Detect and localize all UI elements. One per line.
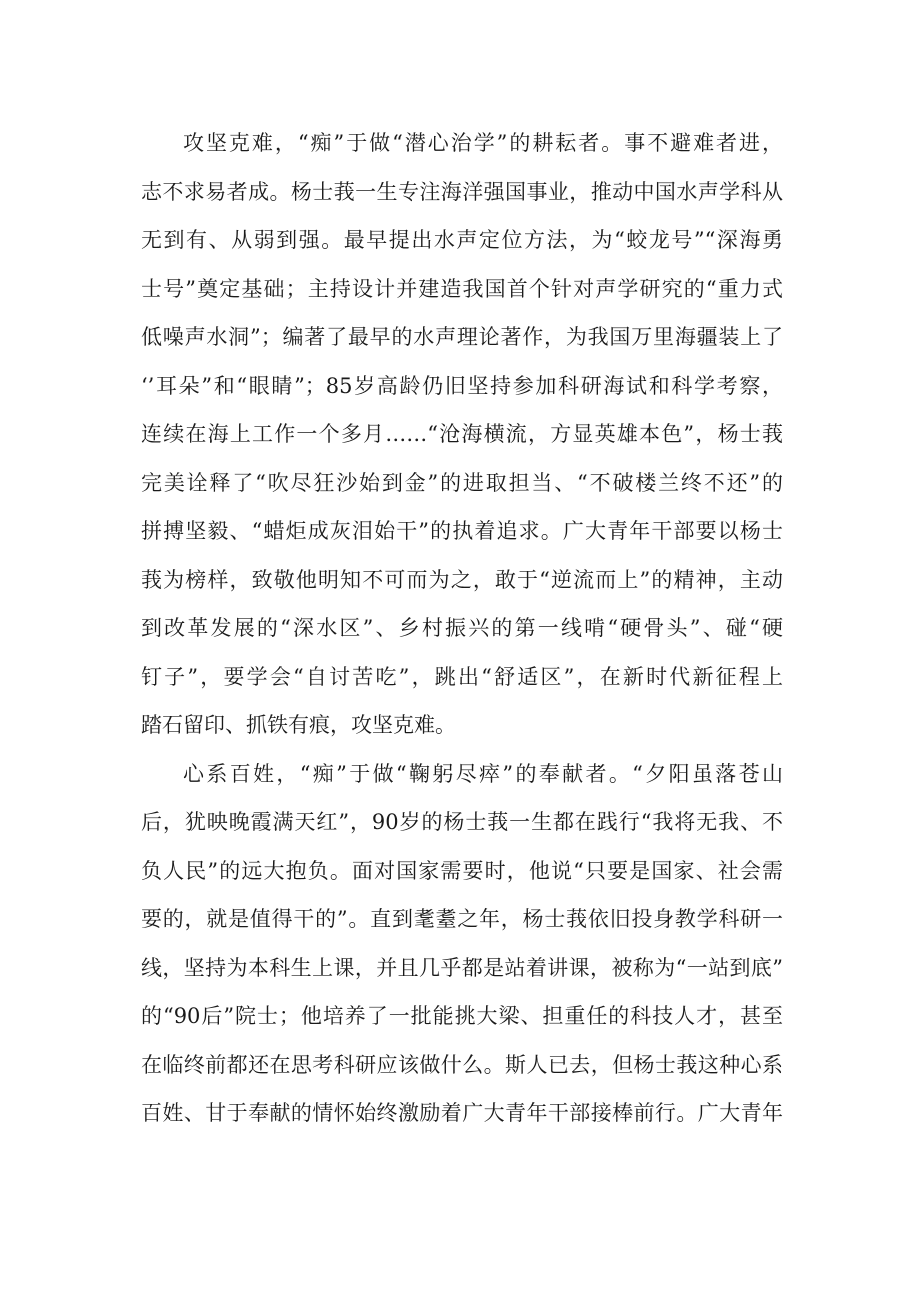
text-line: 后，犹映晚霞满天红”，90岁的杨士莪一生都在践行“我将无我、不 xyxy=(141,810,783,834)
text-line: 要的，就是值得干的”。直到耄耋之年，杨士莪依旧投身教学科研一 xyxy=(141,907,783,931)
text-line: 志不求易者成。杨士莪一生专注海洋强国事业，推动中国水声学科从 xyxy=(141,179,783,204)
paragraph-2 xyxy=(141,750,783,1138)
text-line: 心系百姓，“痴”于做“鞠躬尽瘁”的奉献者。“夕阳虽落苍山 xyxy=(183,761,783,786)
text-line: 连续在海上工作一个多月……“沧海横流，方显英雄本色”，杨士莪 xyxy=(141,422,783,446)
text-line: 到改革发展的“深水区”、乡村振兴的第一线啃“硬骨头”、碰“硬 xyxy=(141,616,783,640)
text-line: 线，坚持为本科生上课，并且几乎都是站着讲课，被称为“一站到底” xyxy=(141,955,783,980)
text-line: 士号”奠定基础；主持设计并建造我国首个针对声学研究的“重力式 xyxy=(141,276,783,301)
article-body xyxy=(141,119,783,1138)
text-line: 的“90后”院士；他培养了一批能挑大梁、担重任的科技人才，甚至 xyxy=(141,1004,783,1028)
text-line: 在临终前都还在思考科研应该做什么。斯人已去，但杨士莪这种心系 xyxy=(141,1052,783,1077)
text-line: ‘’耳朵”和“眼睛”；85岁高龄仍旧坚持参加科研海试和科学考察， xyxy=(141,373,783,398)
text-line: 拼搏坚毅、“蜡炬成灰泪始干”的执着追求。广大青年干部要以杨士 xyxy=(141,519,783,543)
text-line: 低噪声水洞”；编著了最早的水声理论著作，为我国万里海疆装上了 xyxy=(141,325,783,349)
text-line: 完美诠释了“吹尽狂沙始到金”的进取担当、“不破楼兰终不还”的 xyxy=(141,470,783,495)
text-line: 莪为榜样，致敬他明知不可而为之，敢于“逆流而上”的精神，主动 xyxy=(141,567,783,592)
text-line: 百姓、甘于奉献的情怀始终激励着广大青年干部接棒前行。广大青年 xyxy=(141,1101,783,1125)
text-line: 负人民”的远大抱负。面对国家需要时，他说“只要是国家、社会需 xyxy=(141,858,783,883)
text-line: 踏石留印、抓铁有痕，攻坚克难。 xyxy=(141,713,456,737)
text-line: 钉子”，要学会“自讨苦吃”，跳出“舒适区”，在新时代新征程上 xyxy=(141,664,783,689)
text-line: 攻坚克难，“痴”于做“潜心治学”的耕耘者。事不避难者进， xyxy=(183,131,783,155)
paragraph-1 xyxy=(141,119,783,750)
text-line: 无到有、从弱到强。最早提出水声定位方法，为“蛟龙号”“深海勇 xyxy=(141,228,783,252)
